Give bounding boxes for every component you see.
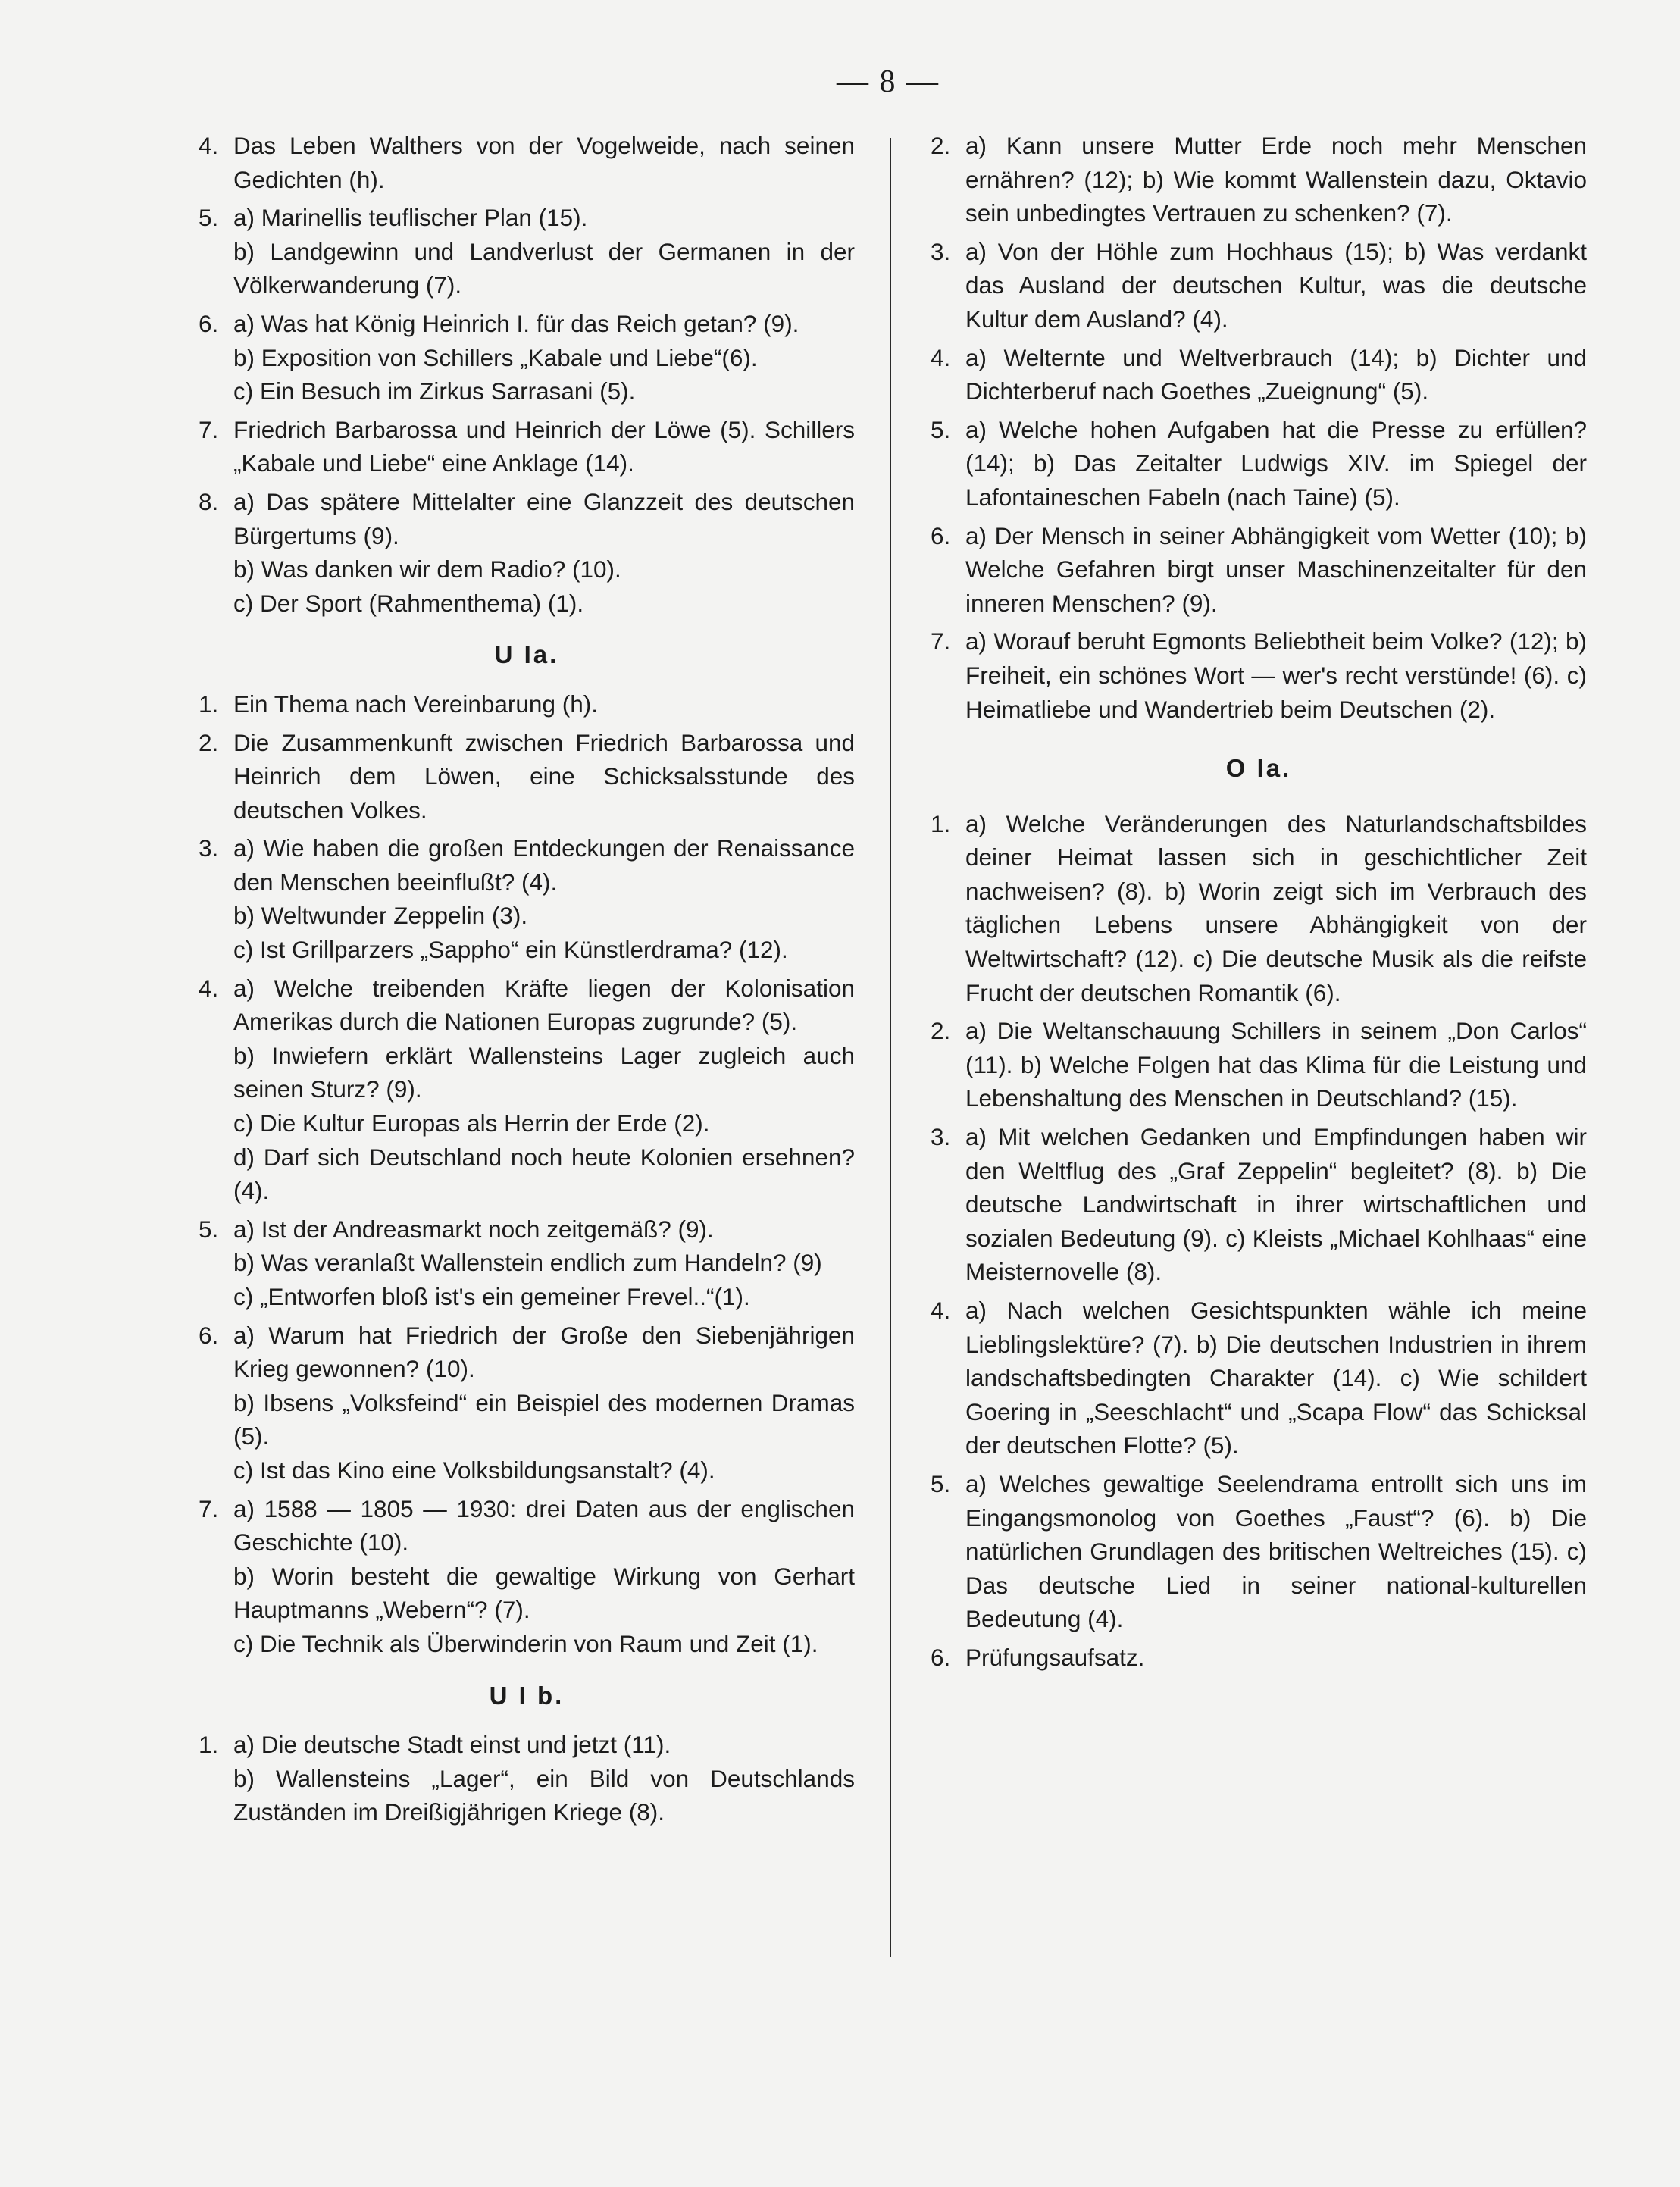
- list-item: [199, 831, 855, 966]
- list-item: [199, 307, 855, 408]
- list-item: [199, 971, 855, 1208]
- item-number: 6.: [199, 309, 219, 337]
- page-number: — 8 —: [837, 64, 940, 99]
- list-item: [931, 1641, 1587, 1675]
- item-number: 2.: [199, 728, 219, 756]
- list-item: [199, 485, 855, 620]
- item-number: 6.: [931, 1643, 951, 1671]
- item-text: a) Welternte und Weltverbrauch (14); b) Dichter und Dichterberuf nach Goethes „Zueignung“ (5).: [965, 343, 1587, 405]
- item-text: b) Exposition von Schillers „Kabale und Liebe“(6).: [233, 343, 758, 371]
- item-text: b) Landgewinn und Landverlust der Germanen in der Völkerwanderung (7).: [233, 237, 855, 299]
- item-text: a) Die deutsche Stadt einst und jetzt (11).: [233, 1731, 671, 1759]
- list-item: [199, 413, 855, 480]
- list-item: [931, 1467, 1587, 1636]
- item-text: a) Kann unsere Mutter Erde noch mehr Menschen ernähren? (12); b) Wie kommt Wallenstein dazu, Oktavio sein unbedingtes Vertrauen zu schenken? (7).: [965, 132, 1587, 227]
- item-number: 2.: [931, 132, 951, 159]
- item-number: 3.: [931, 237, 951, 265]
- item-text: a) Das spätere Mittelalter eine Glanzzeit des deutschen Bürgertums (9).: [233, 487, 855, 549]
- list-item: [199, 201, 855, 302]
- item-number: 5.: [931, 415, 951, 443]
- list-item: [931, 129, 1587, 230]
- item-text: a) Welche treibenden Kräfte liegen der Kolonisation Amerikas durch die Nationen Europas zugrunde? (5).: [233, 974, 855, 1036]
- item-text: Prüfungsaufsatz.: [965, 1643, 1145, 1671]
- item-text: a) Was hat König Heinrich I. für das Reich getan? (9).: [233, 309, 799, 337]
- item-text: Friedrich Barbarossa und Heinrich der Löwe (5). Schillers „Kabale und Liebe“ eine Anklage (14).: [233, 415, 855, 477]
- item-text: c) „Entworfen bloß ist's ein gemeiner Frevel..“(1).: [233, 1283, 750, 1310]
- uib-list: [199, 1728, 855, 1829]
- item-text: a) Welche Veränderungen des Naturlandschaftsbildes deiner Heimat lassen sich in geschichtlicher Zeit nachweisen? (8). b) Worin zeigt sich im Verbrauch des täglichen Lebens unsere Abhängigkeit von der Weltwirtschaft? (12). c) Die deutsche Musik als die reifste Frucht der deutschen Romantik (6).: [965, 809, 1587, 1006]
- item-text: b) Inwiefern erklärt Wallensteins Lager zugleich auch seinen Sturz? (9).: [233, 1041, 855, 1103]
- list-item: [931, 519, 1587, 621]
- item-text: a) Welches gewaltige Seelendrama entrollt sich uns im Eingangsmonolog von Goethes „Faust“? (6). b) Die natürlichen Grundlagen des britischen Weltreiches (15). c) Das deutsche Lied in seiner national-kulturellen Bedeutung (4).: [965, 1469, 1587, 1633]
- item-number: 5.: [199, 204, 219, 232]
- item-text: a) Worauf beruht Egmonts Beliebtheit beim Volke? (12); b) Freiheit, ein schönes Wort — wer's recht verstünde! (6). c) Heimatliebe und Wandertrieb beim Deutschen (2).: [965, 627, 1587, 723]
- list-item: [931, 413, 1587, 515]
- item-text: a) Die Weltanschauung Schillers in seinem „Don Carlos“ (11). b) Welche Folgen hat das Klima für die Leistung und Lebenshaltung des Menschen in Deutschland? (15).: [965, 1017, 1587, 1112]
- list-item: [199, 1728, 855, 1829]
- list-item: [199, 1319, 855, 1488]
- item-text: a) Warum hat Friedrich der Große den Siebenjährigen Krieg gewonnen? (10).: [233, 1321, 855, 1383]
- item-text: a) Von der Höhle zum Hochhaus (15); b) Was verdankt das Ausland der deutschen Kultur, was die deutsche Kultur dem Ausland? (4).: [965, 237, 1587, 333]
- item-text: a) Der Mensch in seiner Abhängigkeit vom Wetter (10); b) Welche Gefahren birgt unser Maschinenzeitalter für den inneren Menschen? (9).: [965, 521, 1587, 617]
- item-number: 7.: [931, 627, 951, 655]
- right-column: [931, 129, 1587, 1675]
- item-text: Die Zusammenkunft zwischen Friedrich Barbarossa und Heinrich dem Löwen, eine Schicksalsstunde des deutschen Volkes.: [233, 728, 855, 824]
- uia-list: [199, 687, 855, 1661]
- item-text: b) Ibsens „Volksfeind“ ein Beispiel des modernen Dramas (5).: [233, 1388, 855, 1450]
- item-text: a) Wie haben die großen Entdeckungen der Renaissance den Menschen beeinflußt? (4).: [233, 834, 855, 896]
- item-text: c) Ist Grillparzers „Sappho“ ein Künstlerdrama? (12).: [233, 936, 788, 964]
- item-number: 4.: [199, 974, 219, 1002]
- column-divider: [890, 138, 891, 1957]
- item-text: b) Wallensteins „Lager“, ein Bild von Deutschlands Zuständen im Dreißigjährigen Kriege (8).: [233, 1764, 855, 1826]
- item-text: d) Darf sich Deutschland noch heute Kolonien ersehnen? (4).: [233, 1143, 855, 1205]
- item-number: 1.: [199, 1731, 219, 1759]
- item-text: c) Ist das Kino eine Volksbildungsanstalt? (4).: [233, 1456, 715, 1484]
- item-text: c) Die Technik als Überwinderin von Raum und Zeit (1).: [233, 1629, 818, 1657]
- list-item: [931, 341, 1587, 408]
- item-number: 7.: [199, 415, 219, 443]
- item-number: 1.: [931, 809, 951, 837]
- item-text: Das Leben Walthers von der Vogelweide, nach seinen Gedichten (h).: [233, 132, 855, 193]
- item-text: c) Ein Besuch im Zirkus Sarrasani (5).: [233, 377, 636, 405]
- item-text: a) Ist der Andreasmarkt noch zeitgemäß? (9).: [233, 1215, 714, 1243]
- item-text: a) Mit welchen Gedanken und Empfindungen haben wir den Weltflug des „Graf Zeppelin“ begleitet? (8). b) Die deutsche Landwirtschaft in ihrer wirtschaftlichen und sozialen Bedeutung (9). c) Kleists „Michael Kohlhaas“ eine Meisternovelle (8).: [965, 1123, 1587, 1286]
- item-number: 4.: [931, 1297, 951, 1324]
- item-number: 3.: [931, 1123, 951, 1151]
- item-number: 4.: [199, 132, 219, 159]
- item-text: b) Worin besteht die gewaltige Wirkung von Gerhart Hauptmanns „Webern“? (7).: [233, 1562, 855, 1624]
- intro-list: [199, 129, 855, 620]
- list-item: [199, 726, 855, 828]
- item-number: 1.: [199, 690, 219, 718]
- item-text: b) Weltwunder Zeppelin (3).: [233, 902, 528, 930]
- list-item: [931, 235, 1587, 336]
- item-number: 7.: [199, 1494, 219, 1522]
- list-item: [199, 687, 855, 721]
- item-text: a) 1588 — 1805 — 1930: drei Daten aus der englischen Geschichte (10).: [233, 1494, 855, 1557]
- list-item: [199, 129, 855, 196]
- list-item: [931, 624, 1587, 726]
- list-item: [931, 1014, 1587, 1115]
- item-number: 2.: [931, 1017, 951, 1045]
- list-item: [931, 1294, 1587, 1463]
- item-text: b) Was veranlaßt Wallenstein endlich zum Handeln? (9): [233, 1249, 822, 1277]
- item-number: 5.: [199, 1215, 219, 1243]
- list-item: [931, 1120, 1587, 1289]
- item-text: b) Was danken wir dem Radio? (10).: [233, 555, 621, 584]
- item-number: 6.: [199, 1321, 219, 1349]
- item-number: 3.: [199, 834, 219, 862]
- item-text: a) Nach welchen Gesichtspunkten wähle ich meine Lieblingslektüre? (7). b) Die deutschen Industrien in ihrem landschaftsbedingten Charakter (14). c) Wie schildert Goering in „Seeschlacht“ und „Scapa Flow“ das Schicksal der deutschen Flotte? (5).: [965, 1297, 1587, 1460]
- item-text: Ein Thema nach Vereinbarung (h).: [233, 690, 598, 718]
- list-item: [199, 1492, 855, 1661]
- list-item: [931, 807, 1587, 1010]
- list-item: [199, 1212, 855, 1314]
- section-heading-uia: U Ia.: [494, 640, 559, 669]
- item-text: c) Die Kultur Europas als Herrin der Erde (2).: [233, 1109, 710, 1137]
- oia-list: [931, 807, 1587, 1675]
- item-number: 5.: [931, 1469, 951, 1497]
- item-text: c) Der Sport (Rahmenthema) (1).: [233, 589, 584, 617]
- item-text: a) Marinellis teuflischer Plan (15).: [233, 204, 588, 232]
- intro-list: [931, 129, 1587, 726]
- section-heading-uib: U I b.: [489, 1681, 565, 1710]
- item-text: a) Welche hohen Aufgaben hat die Presse zu erfüllen? (14); b) Das Zeitalter Ludwigs XIV. im Spiegel der Lafontaineschen Fabeln (nach Taine) (5).: [965, 415, 1587, 511]
- item-number: 8.: [199, 487, 219, 515]
- item-number: 6.: [931, 521, 951, 549]
- section-heading-oia: O Ia.: [1225, 754, 1292, 783]
- item-number: 4.: [931, 343, 951, 371]
- left-column: [199, 129, 855, 1829]
